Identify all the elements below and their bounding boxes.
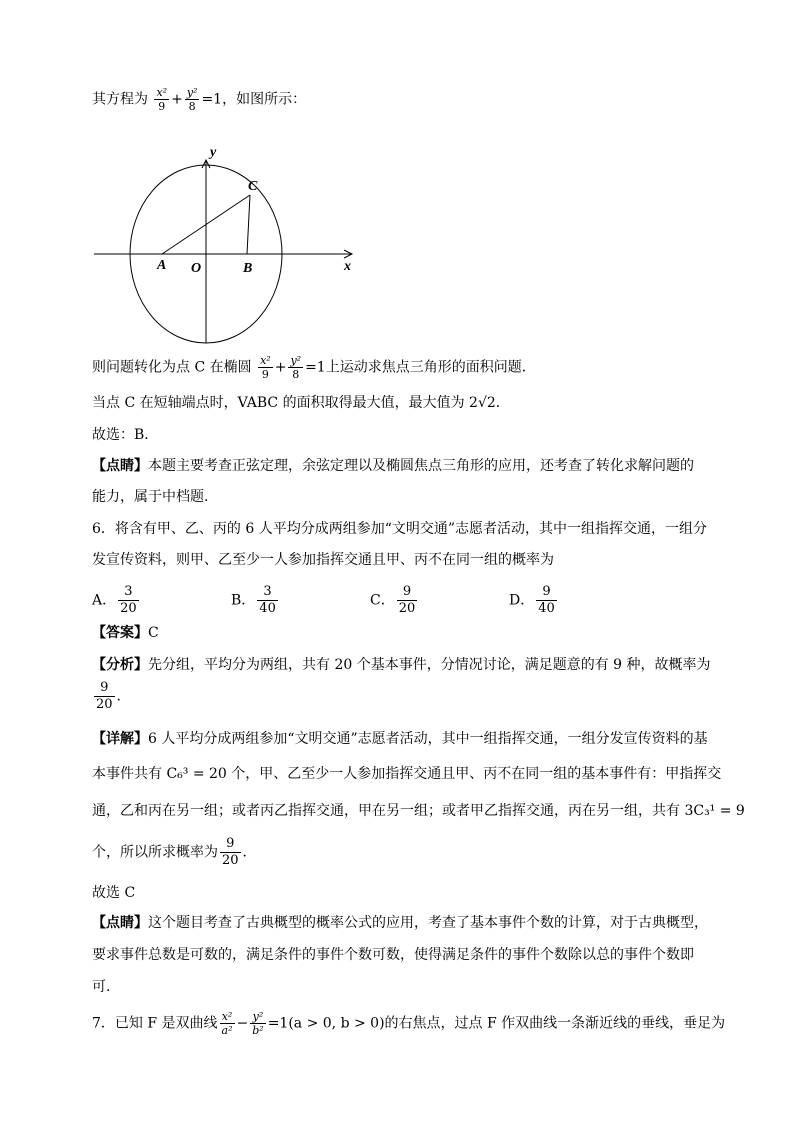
option-a: A． $\frac{3}{20}$ xyxy=(92,584,137,616)
fraction-x2-a2: $\frac{\text{x²}}{\text{a²}}$ xyxy=(221,1010,233,1037)
choose-b-line: 故选：B． xyxy=(92,427,159,443)
dianjing-1-line2: 能力，属于中档题. xyxy=(92,489,209,505)
fraction-y2-8: $\frac{\text{y²}}{8}$ xyxy=(186,86,198,113)
q7-line: 7．已知 F 是双曲线 $\frac{\text{x²}}{\text{a²}}$ − $\frac{\text{y²}}{\text{b²}}$ =1(a > 0, b > 0)的右焦点，过点 F 作双曲线一条渐近线的垂线，垂足为 xyxy=(92,1010,726,1037)
label-O: O xyxy=(191,261,202,276)
fraction-y2-8-b: $\frac{\text{y²}}{8}$ xyxy=(290,354,302,381)
dianjing-2-line1: 【点睛】这个题目考查了古典概型的概率公式的应用，考查了基本事件个数的计算，对于古典概型， xyxy=(92,915,708,931)
option-c: C． $\frac{9}{20}$ xyxy=(370,584,416,616)
q6-line2: 发宣传资料，则甲、乙至少一人参加指挥交通且甲、丙不在同一组的概率为 xyxy=(92,552,554,568)
option-d: D． $\frac{9}{40}$ xyxy=(509,584,555,616)
ellipse-figure xyxy=(90,138,370,348)
label-A: A xyxy=(157,258,167,273)
xiangjie-line3: 通，乙和丙在另一组；或者丙乙指挥交通，甲在另一组；或者甲乙指挥交通，丙在另一组，共有 3C₃¹ = 9 xyxy=(92,803,745,819)
option-b: B． $\frac{3}{40}$ xyxy=(231,584,276,616)
fraction-y2-b2: $\frac{\text{y²}}{\text{b²}}$ xyxy=(252,1010,264,1037)
label-x: x xyxy=(344,259,351,274)
answer-line: 【答案】C xyxy=(92,625,159,641)
q6-line1: 6．将含有甲、乙、丙的 6 人平均分成两组参加“文明交通”志愿者活动，其中一组指挥交通，一组分 xyxy=(92,521,708,537)
dianjing-2-line3: 可. xyxy=(92,979,111,995)
intro-line: 其方程为 $\frac{\text{x²}}{9}$ + $\frac{\text{y²}}{8}$ =1，如图所示： xyxy=(92,86,307,113)
choose-c-line: 故选 C xyxy=(92,885,136,901)
max-line: 当点 C 在短轴端点时，VABC 的面积取得最大值，最大值为 2√2． xyxy=(92,395,510,411)
label-B: B xyxy=(243,261,253,276)
dianjing-2-line2: 要求事件总数是可数的，满足条件的事件个数可数，使得满足条件的事件个数除以总的事件个数即 xyxy=(92,947,694,963)
convert-line: 则问题转化为点 C 在椭圆 $\frac{\text{x²}}{9}$ + $\frac{\text{y²}}{8}$ =1上运动求焦点三角形的面积问题． xyxy=(92,354,536,381)
fenxi-fraction: $\frac{9}{20}$ . xyxy=(96,680,121,712)
fraction-x2-9-b: $\frac{\text{x²}}{9}$ xyxy=(260,354,271,381)
xiangjie-line4: 个，所以所求概率为 $\frac{9}{20}$ ． xyxy=(92,836,257,868)
dianjing-1-line1: 【点睛】本题主要考查正弦定理，余弦定理以及椭圆焦点三角形的应用，还考查了转化求解问题的 xyxy=(92,458,694,474)
segment-BC xyxy=(247,195,250,254)
fenxi-line: 【分析】先分组，平均分为两组，共有 20 个基本事件，分情况讨论，满足题意的有 9 种，故概率为 xyxy=(92,657,711,673)
xiangjie-line1: 【详解】6 人平均分成两组参加“文明交通”志愿者活动，其中一组指挥交通，一组分发宣传资料的基 xyxy=(92,731,708,747)
fraction-x2-9: $\frac{\text{x²}}{9}$ xyxy=(156,86,168,113)
label-y: y xyxy=(210,145,217,160)
xiangjie-line2: 本事件共有 C₆³ = 20 个，甲、乙至少一人参加指挥交通且甲、丙不在同一组的基本事件有：甲指挥交 xyxy=(92,766,722,782)
label-C: C xyxy=(248,179,258,194)
